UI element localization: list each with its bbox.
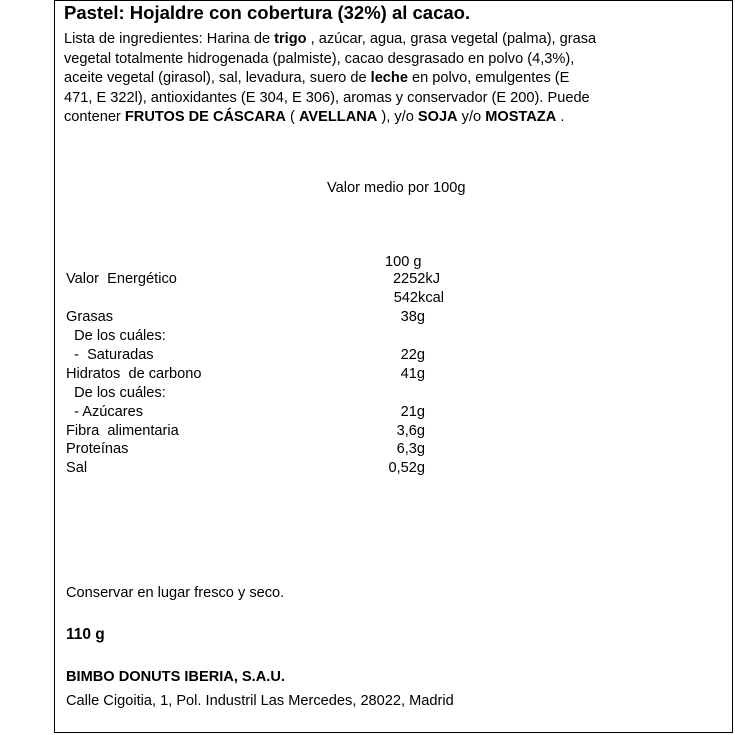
allergen-trigo: trigo: [274, 31, 307, 47]
allergen-leche: leche: [370, 70, 408, 86]
ingredients-text: .: [556, 109, 565, 125]
allergen-avellana: AVELLANA: [298, 109, 378, 125]
ingredients-line: [64, 30, 724, 50]
ingredients-text: contener: [64, 109, 125, 125]
ingredients-text: , azúcar, agua, grasa vegetal (palma), grasa: [306, 31, 597, 47]
nutrition-row-value: 2252kJ: [392, 271, 440, 287]
nutrition-row-value: 3,6g: [396, 423, 425, 439]
ingredients-text: aceite vegetal (girasol), sal, levadura, suero de: [64, 70, 371, 86]
ingredients-text: Lista de ingredientes: Harina de: [64, 31, 275, 47]
nutrition-row-label: Valor Energético: [66, 271, 177, 287]
nutrition-row-label: - Saturadas: [66, 347, 154, 363]
ingredients-text: (: [285, 109, 299, 125]
ingredients-line: [64, 69, 724, 89]
nutrition-row-value: 21g: [400, 404, 425, 420]
ingredients-line: [64, 89, 724, 109]
nutrition-row-value: 6,3g: [396, 441, 425, 457]
allergen-mostaza: MOSTAZA: [485, 109, 557, 125]
nutrition-header: Valor medio por 100g: [327, 180, 466, 196]
ingredients-text: vegetal totalmente hidrogenada (palmiste), cacao desgrasado en polvo (4,3%),: [64, 50, 575, 67]
storage-instructions: Conservar en lugar fresco y seco.: [66, 585, 285, 601]
nutrition-row-value: 0,52g: [388, 460, 425, 476]
allergen-soja: SOJA: [417, 109, 458, 125]
ingredients-text: y/o: [457, 109, 486, 125]
ingredients-text: ), y/o: [377, 109, 418, 125]
ingredients-text: en polvo, emulgentes (E: [407, 70, 570, 86]
nutrition-row-value: 22g: [400, 347, 425, 363]
ingredients-list: [64, 30, 724, 128]
nutrition-row-label: De los cuáles:: [66, 385, 166, 401]
nutrition-row-value: 41g: [400, 366, 425, 382]
nutrition-row-value: 542kcal: [393, 290, 444, 306]
company-name: BIMBO DONUTS IBERIA, S.A.U.: [66, 669, 285, 685]
ingredients-text: 471, E 322l), antioxidantes (E 304, E 306), aromas y conservador (E 200). Puede: [64, 89, 590, 106]
nutrition-row-value: 38g: [400, 309, 425, 325]
company-address: Calle Cigoitia, 1, Pol. Industril Las Mercedes, 28022, Madrid: [66, 693, 454, 709]
ingredients-line: [64, 50, 724, 70]
nutrition-column-header: 100 g: [385, 254, 422, 270]
product-title: Pastel: Hojaldre con cobertura (32%) al cacao.: [64, 2, 471, 23]
nutrition-row-label: - Azúcares: [66, 404, 144, 420]
nutrition-row-label: De los cuáles:: [66, 328, 166, 344]
nutrition-row-label: Hidratos de carbono: [66, 366, 202, 382]
nutrition-row-label: Proteínas: [66, 441, 129, 457]
nutrition-row-label: Grasas: [66, 309, 114, 325]
ingredients-line: [64, 108, 724, 128]
nutrition-row-label: Fibra alimentaria: [66, 423, 179, 439]
allergen-frutos-cascara: FRUTOS DE CÁSCARA: [124, 109, 286, 125]
net-weight: 110 g: [66, 626, 105, 643]
nutrition-row-label: Sal: [66, 460, 88, 476]
